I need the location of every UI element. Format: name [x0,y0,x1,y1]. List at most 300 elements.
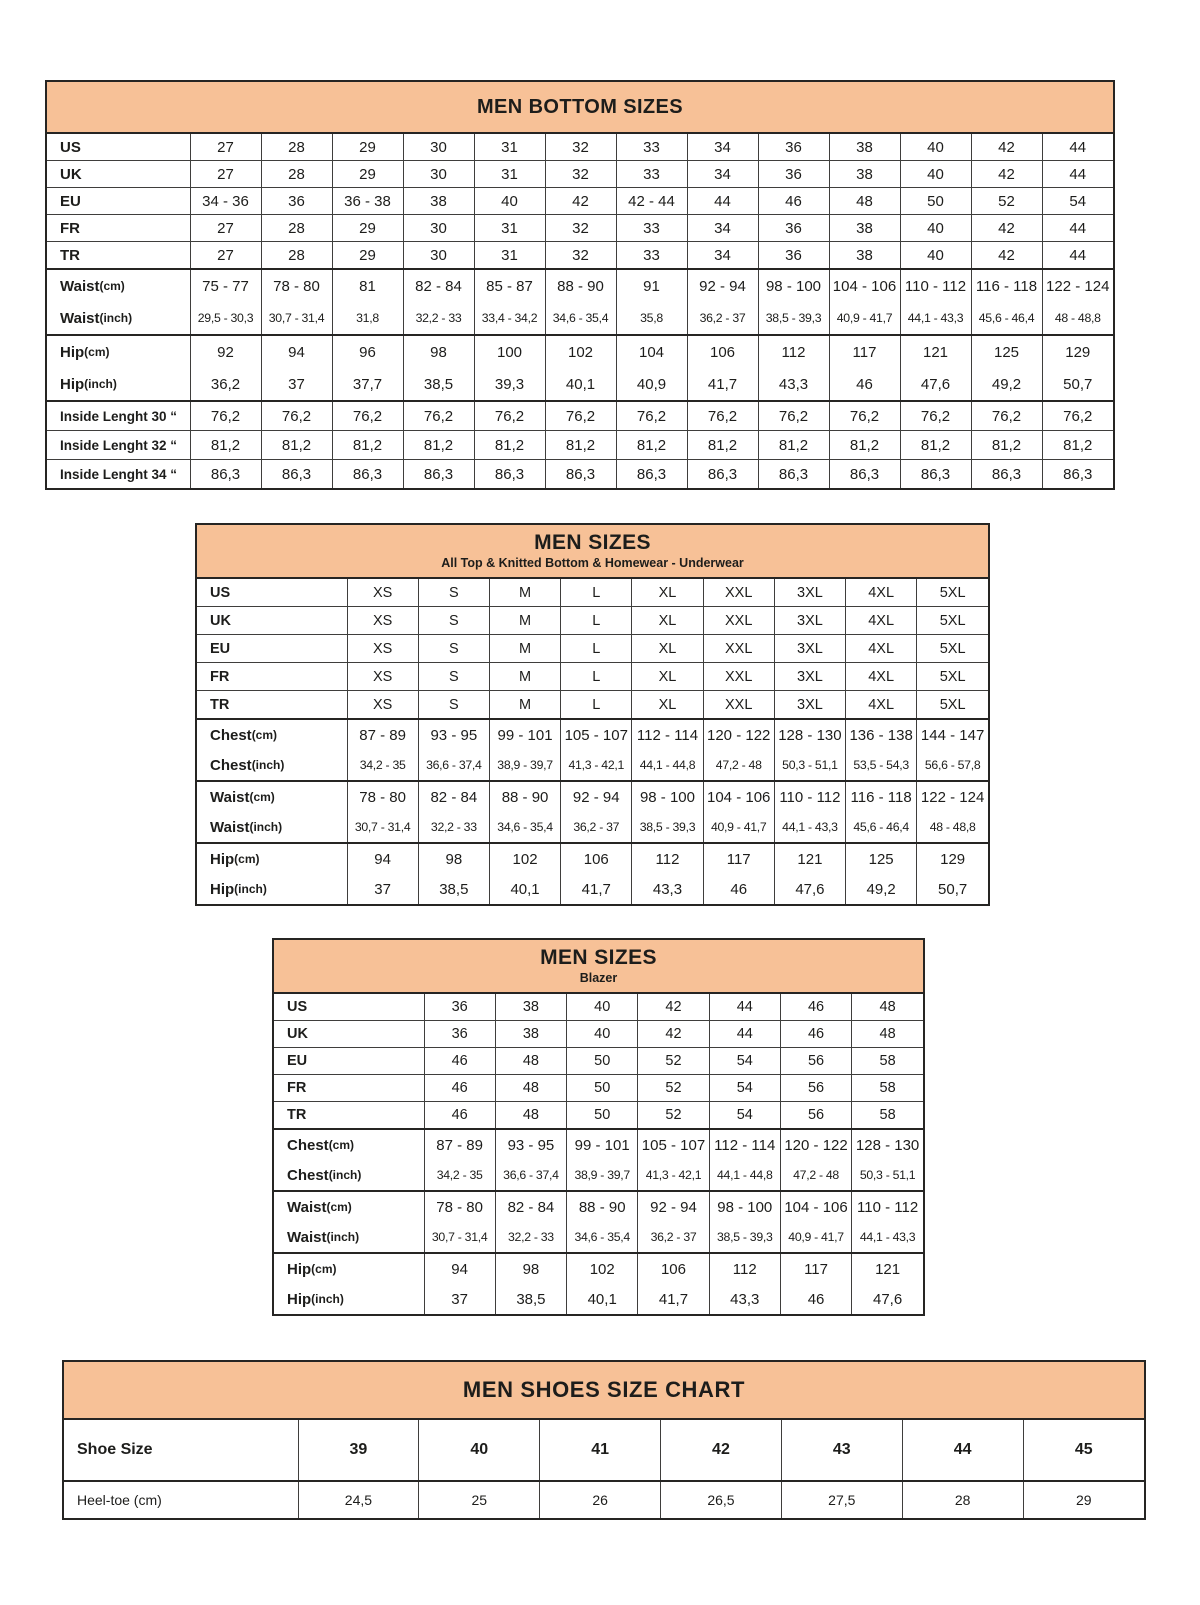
cell-value: 117 [726,850,751,868]
table-cell: 81,2 [829,431,900,460]
cell-value: 94 [374,850,391,868]
table-cell: 40 [900,215,971,242]
table-cell [709,1129,780,1191]
table-row [274,1129,923,1191]
table-subtitle: Blazer [579,971,618,986]
cell-value: 44,1 - 43,3 [859,1230,916,1244]
cell-value: 91 [643,277,660,295]
table-cell: 31 [474,242,545,270]
table-cell: 36 [261,188,332,215]
row-label-cell: Inside Lenght 34 “ [47,460,190,489]
table-cell: 56 [780,1048,851,1075]
table-cell: XXL [703,663,774,691]
table-cell [418,719,489,781]
table-row [64,1481,1144,1518]
cell-value: 30,7 - 31,4 [354,820,411,834]
table-cell: 27 [190,242,261,270]
table-cell: L [561,579,632,607]
cell-value: 29,5 - 30,3 [197,311,254,325]
row-label-cell: FR [47,215,190,242]
table-cell: 38 [829,161,900,188]
cell-value: 129 [1065,343,1091,361]
table-row [274,1048,923,1075]
table-title: MEN SHOES SIZE CHART [462,1377,746,1403]
cell-value: 75 - 77 [202,277,249,295]
table-cell: 42 [971,215,1042,242]
table-cell: XXL [703,691,774,720]
table-cell: XL [632,635,703,663]
row-label-cell: UK [47,161,190,188]
cell-value: 105 - 107 [564,726,628,744]
table-cell [852,1129,923,1191]
table-cell [632,719,703,781]
cell-value: 48 - 48,8 [1054,311,1101,325]
table-cell [561,843,632,904]
row-label: Chest (inch) [210,756,285,774]
row-label-cell [197,843,347,904]
table-cell: 4XL [846,579,917,607]
cell-value: 40,9 - 41,7 [836,311,893,325]
cell-value: 78 - 80 [359,788,406,806]
cell-value: 112 - 114 [714,1136,776,1154]
table-cell: 86,3 [261,460,332,489]
cell-value: 112 [781,343,806,361]
table-cell: 76,2 [971,401,1042,431]
cell-value: 37,7 [352,375,383,393]
table-cell: 38 [495,1021,566,1048]
table-cell: 3XL [774,607,845,635]
cell-value: 50,7 [1063,375,1093,393]
table-cell: 26 [540,1481,661,1518]
row-label: Waist (inch) [210,818,283,836]
cell-value: 46 [856,375,873,393]
cell-value: 41,7 [581,880,611,898]
table-cell: 30 [403,134,474,161]
cell-value: 38,9 - 39,7 [574,1168,630,1182]
table-cell: 52 [638,1102,709,1130]
row-label: Hip (inch) [210,880,267,898]
cell-value: 92 - 94 [699,277,746,295]
table-cell: 4XL [846,607,917,635]
cell-value: 128 - 130 [855,1136,920,1154]
table-cell: 33 [616,215,687,242]
table-cell [489,719,560,781]
cell-value: 93 - 95 [507,1136,555,1154]
cell-value: 34,6 - 35,4 [574,1230,630,1244]
cell-value: 98 [445,850,463,868]
cell-value: 38,5 [439,880,469,898]
table-cell: 81,2 [474,431,545,460]
table-cell [774,781,845,843]
row-label: Hip (cm) [60,343,110,361]
table-cell: 27 [190,215,261,242]
table-cell: L [561,691,632,720]
table-cell: 36 [758,134,829,161]
cell-value: 82 - 84 [507,1198,555,1216]
row-label-unit: (inch) [99,311,133,325]
table-cell [900,269,971,335]
cell-value: 85 - 87 [486,277,533,295]
table-cell: 42 [971,161,1042,188]
row-label: Hip (inch) [287,1290,344,1308]
cell-value: 100 [496,343,523,361]
table-cell: 50 [567,1075,638,1102]
table-cell: 44 [1042,161,1113,188]
row-label-cell: EU [197,635,347,663]
cell-value: 92 [217,343,234,361]
cell-value: 36,6 - 37,4 [503,1168,559,1182]
table-cell: 42 [661,1420,782,1481]
cell-value: 99 - 101 [497,726,553,744]
table-cell [638,1253,709,1314]
table-row [47,460,1113,489]
table-cell [758,269,829,335]
cell-value: 45,6 - 46,4 [853,820,909,834]
size-grid [197,579,988,904]
table-cell: 30 [403,161,474,188]
table-cell [846,781,917,843]
cell-value: 116 - 118 [850,788,912,806]
table-cell [917,719,988,781]
cell-value: 32,2 - 33 [430,820,477,834]
table-cell: 58 [852,1048,923,1075]
table-cell: 5XL [917,635,988,663]
table-cell [616,335,687,401]
table-subtitle: All Top & Knitted Bottom & Homewear - Underwear [441,556,744,571]
table-cell: M [489,663,560,691]
row-label-cell: TR [197,691,347,720]
table-cell: 32 [545,242,616,270]
table-cell: M [489,579,560,607]
table-cell [780,1253,851,1314]
table-cell: 45 [1023,1420,1144,1481]
row-label-cell [274,1253,424,1314]
table-cell: 32 [545,161,616,188]
cell-value: 88 - 90 [501,788,549,806]
table-cell [632,843,703,904]
table-cell [703,719,774,781]
table-cell: 33 [616,161,687,188]
row-label-unit: (cm) [328,1138,355,1152]
table-row [197,719,988,781]
table-cell: 36 [424,1021,495,1048]
table-cell: 76,2 [261,401,332,431]
cell-value: 50,7 [938,880,968,898]
table-cell: 30 [403,242,474,270]
cell-value: 34,6 - 35,4 [552,311,609,325]
row-label: Chest (cm) [210,726,278,744]
table-cell: 36 [424,994,495,1021]
table-row [47,431,1113,460]
table-cell: 56 [780,1102,851,1130]
row-label-unit: (inch) [251,758,285,772]
table-cell: 26,5 [661,1481,782,1518]
table-cell [780,1191,851,1253]
table-cell: 32 [545,215,616,242]
cell-value: 104 - 106 [784,1198,848,1216]
cell-value: 120 - 122 [707,726,771,744]
table-cell: 34 [687,134,758,161]
row-label: Waist (cm) [210,788,275,806]
table-cell [332,335,403,401]
cell-value: 44,1 - 43,3 [782,820,838,834]
table-cell: 36 [758,242,829,270]
table-cell: 81,2 [687,431,758,460]
row-label-unit: (cm) [326,1200,352,1214]
table-cell: 52 [971,188,1042,215]
cell-value: 125 [993,343,1020,361]
table-title: MEN BOTTOM SIZES [476,95,684,118]
cell-value: 47,2 - 48 [793,1168,839,1182]
table-cell: 36 [758,161,829,188]
cell-value: 56,6 - 57,8 [924,758,981,772]
row-label-cell: EU [274,1048,424,1075]
table-cell: XL [632,691,703,720]
cell-value: 128 - 130 [778,726,842,744]
cell-value: 46 [807,1290,825,1308]
table-cell [616,269,687,335]
table-cell: 54 [709,1048,780,1075]
table-cell: 54 [709,1102,780,1130]
cell-value: 30,7 - 31,4 [431,1230,488,1244]
table-cell: S [418,579,489,607]
table-row [47,401,1113,431]
cell-value: 37 [288,375,305,393]
cell-value: 105 - 107 [641,1136,706,1154]
table-cell: 29 [332,215,403,242]
table-cell: 4XL [846,691,917,720]
row-label-cell [274,1129,424,1191]
cell-value: 38,5 - 39,3 [717,1230,773,1244]
cell-value: 106 [583,850,609,868]
table-cell: 48 [852,1021,923,1048]
cell-value: 48 - 48,8 [929,820,976,834]
table-cell [261,269,332,335]
cell-value: 49,2 [991,375,1022,393]
table-cell: 86,3 [474,460,545,489]
table-cell [495,1253,566,1314]
table-cell: 4XL [846,635,917,663]
table-cell: 5XL [917,663,988,691]
table-cell: M [489,635,560,663]
table-cell: 31 [474,134,545,161]
table-header-band [47,82,1113,134]
table-cell: 41 [540,1420,661,1481]
table-cell [971,335,1042,401]
table-cell: 30 [403,215,474,242]
table-cell: 44 [1042,215,1113,242]
cell-value: 46 [730,880,748,898]
cell-value: 106 [660,1260,686,1278]
table-cell: 27 [190,161,261,188]
cell-value: 102 [589,1260,615,1278]
table-cell: 27 [190,134,261,161]
table-cell: 86,3 [758,460,829,489]
cell-value: 39,3 [494,375,525,393]
table-cell [495,1129,566,1191]
table-header-band [64,1362,1144,1420]
table-cell: 58 [852,1102,923,1130]
table-cell [545,269,616,335]
cell-value: 87 - 89 [436,1136,483,1154]
cell-value: 88 - 90 [557,277,604,295]
table-cell [774,719,845,781]
row-label: Hip (cm) [210,850,260,868]
table-cell: 81,2 [758,431,829,460]
table-cell: 81,2 [971,431,1042,460]
cell-value: 40,9 - 41,7 [710,820,767,834]
table-cell: 40 [900,161,971,188]
cell-value: 47,2 - 48 [715,758,762,772]
cell-value: 47,6 [920,375,951,393]
cell-value: 125 [868,850,894,868]
table-cell: 81,2 [403,431,474,460]
cell-value: 44,1 - 44,8 [717,1168,773,1182]
table-cell: 81,2 [616,431,687,460]
table-cell: 34 [687,215,758,242]
table-row [47,335,1113,401]
table-cell: 48 [495,1102,566,1130]
table-cell: 40 [900,242,971,270]
table-cell [474,269,545,335]
table-cell [567,1253,638,1314]
row-label-cell: US [274,994,424,1021]
table-cell: 28 [261,161,332,188]
size-grid [64,1420,1144,1518]
table-cell: 76,2 [1042,401,1113,431]
table-cell: 46 [424,1048,495,1075]
table-cell: 5XL [917,691,988,720]
cell-value: 122 - 124 [1046,277,1110,295]
cell-value: 81 [359,277,376,295]
table-cell [424,1129,495,1191]
table-cell: 42 [545,188,616,215]
row-label-unit: (inch) [249,820,283,834]
table-cell: 50 [567,1102,638,1130]
cell-value: 30,7 - 31,4 [268,311,325,325]
table-row [274,1021,923,1048]
table-cell [846,843,917,904]
row-label-unit: (inch) [84,377,117,391]
table-row [47,215,1113,242]
row-label-cell [197,719,347,781]
table-cell [846,719,917,781]
table-cell: 5XL [917,607,988,635]
table-cell: 27,5 [781,1481,902,1518]
table-row [47,242,1113,270]
row-label-unit: (cm) [311,1262,337,1276]
cell-value: 36,6 - 37,4 [426,758,482,772]
table-cell: 38 [829,242,900,270]
table-cell [1042,269,1113,335]
cell-value: 49,2 [866,880,896,898]
row-label-unit: (cm) [99,279,125,293]
table-cell: M [489,691,560,720]
row-label-cell: FR [274,1075,424,1102]
row-label-cell: Shoe Size [64,1420,298,1481]
table-cell: 40 [419,1420,540,1481]
cell-value: 110 - 112 [779,788,841,806]
table-row [47,188,1113,215]
table-cell [567,1129,638,1191]
table-cell: 38 [403,188,474,215]
table-cell: 48 [495,1048,566,1075]
row-label-unit: (inch) [234,882,267,896]
cell-value: 53,5 - 54,3 [853,758,909,772]
table-cell: 40 [567,1021,638,1048]
table-cell: 38 [495,994,566,1021]
table-cell: M [489,607,560,635]
table-cell [347,719,418,781]
table-cell: 50 [567,1048,638,1075]
cell-value: 36,2 - 37 [699,311,746,325]
cell-value: 121 [922,343,949,361]
row-label-unit: (cm) [249,790,275,804]
table-cell: 31 [474,161,545,188]
table-cell [403,335,474,401]
row-label-unit: (inch) [328,1168,362,1182]
cell-value: 120 - 122 [784,1136,848,1154]
cell-value: 104 [638,343,665,361]
cell-value: 93 - 95 [430,726,478,744]
cell-value: 38,9 - 39,7 [497,758,553,772]
table-cell: 29 [332,242,403,270]
cell-value: 34,2 - 35 [359,758,406,772]
row-label-cell: Inside Lenght 30 “ [47,401,190,431]
cell-value: 33,4 - 34,2 [481,311,538,325]
table-cell [774,843,845,904]
table-cell: 5XL [917,579,988,607]
table-cell [687,269,758,335]
table-cell: 86,3 [332,460,403,489]
cell-value: 129 [940,850,966,868]
row-label: Hip (cm) [287,1260,337,1278]
table-cell: 81,2 [1042,431,1113,460]
cell-value: 41,7 [658,1290,689,1308]
cell-value: 41,7 [707,375,738,393]
cell-value: 92 - 94 [650,1198,697,1216]
row-label-cell: TR [274,1102,424,1130]
table-cell [567,1191,638,1253]
cell-value: 47,6 [795,880,825,898]
table-row [197,663,988,691]
table-cell: 44 [687,188,758,215]
table-row [197,691,988,720]
table-cell: 43 [781,1420,902,1481]
cell-value: 144 - 147 [920,726,985,744]
table-cell: 3XL [774,663,845,691]
table-cell: S [418,663,489,691]
table-cell: 40 [900,134,971,161]
table-cell: XL [632,607,703,635]
cell-value: 88 - 90 [578,1198,626,1216]
table-cell [1042,335,1113,401]
table-cell: 42 [638,994,709,1021]
cell-value: 41,3 - 42,1 [568,758,625,772]
table-title: MEN SIZES [540,946,657,970]
row-label: Waist (inch) [287,1228,360,1246]
table-cell [424,1191,495,1253]
size-grid [47,134,1113,488]
table-cell [561,781,632,843]
cell-value: 32,2 - 33 [508,1230,554,1244]
table-cell: 3XL [774,635,845,663]
row-label-cell: FR [197,663,347,691]
table-cell: 44 [709,994,780,1021]
cell-value: 50,3 - 51,1 [782,758,838,772]
table-cell: 44 [1042,242,1113,270]
cell-value: 94 [451,1260,468,1278]
